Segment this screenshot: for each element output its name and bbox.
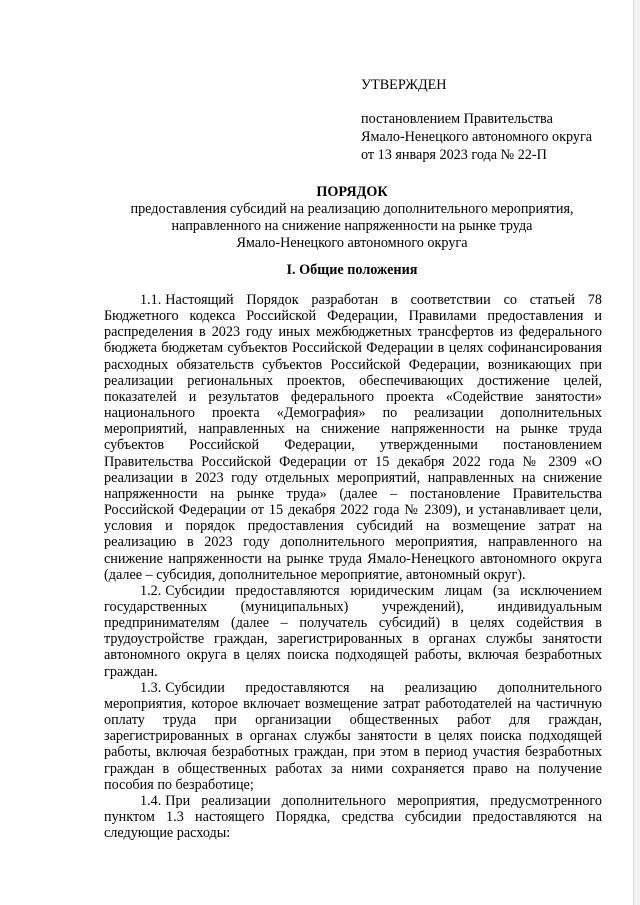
- paragraph-1-1: [104, 292, 602, 583]
- paragraph-number: 1.4.: [140, 792, 162, 809]
- document-subtitle-3: Ямало-Ненецкого автономного округа: [236, 235, 468, 251]
- paragraph-1-3: [104, 680, 602, 793]
- paragraph-number: 1.3.: [140, 679, 162, 696]
- paragraph-number: 1.2.: [140, 582, 162, 599]
- approval-block: [361, 76, 592, 164]
- approved-heading: УТВЕРЖДЕН: [361, 77, 447, 93]
- paragraph-text: Субсидии предоставляются юридическим лицам (за исключением государственных (муниципальных) учреждений), индивидуальным предпринимателям (далее – получатель субсидий) в целях содействия в трудоустройстве граждан, зарегистрированных в органах службы занятости автономного округа в целях поиска подходящей работы, включая безработных граждан.: [104, 582, 602, 680]
- document-body: [104, 292, 602, 841]
- paragraph-1-2: [104, 583, 602, 680]
- approval-line-3: от 13 января 2023 года № 22-П: [361, 147, 547, 163]
- paragraph-text: При реализации дополнительного мероприятия, предусмотренного пунктом 1.3 настоящего Порядка, средства субсидии предоставляются на следующие расходы:: [104, 792, 602, 842]
- document-title: ПОРЯДОК: [316, 184, 388, 200]
- paragraph-number: 1.1.: [140, 292, 162, 308]
- section-heading: I. Общие положения: [286, 262, 418, 278]
- document-title-block: [104, 184, 600, 252]
- document-subtitle-2: направленного на снижение напряженности на рынке труда: [171, 218, 533, 234]
- paragraph-text: Субсидии предоставляются на реализацию дополнительного мероприятия, которое включает возмещение затрат работодателей на частичную оплату труда при организации общественных работ для граждан, зарегистрированных в органах службы занятости в целях поиска подходящей работы, включая безработных граждан, при этом в период участия безработных граждан в общественных работах за ними сохраняется право на получение пособия по безработице;: [104, 679, 602, 793]
- paragraph-1-4: [104, 793, 602, 841]
- approval-line-1: постановлением Правительства: [361, 111, 553, 127]
- approval-line-2: Ямало-Ненецкого автономного округа: [361, 129, 593, 145]
- paragraph-text: Настоящий Порядок разработан в соответствии со статьей 78 Бюджетного кодекса Российской Федерации, Правилами предоставления и распределения в 2023 году иных межбюджетных трансфертов из федерального бюджета бюджетам субъектов Российской Федерации в целях софинансирования расходных обязательств субъектов Российской Федерации, возникающих при реализации региональных проектов, обеспечивающих достижение целей, показателей и результатов федерального проекта «Содействие занятости» национального проекта «Демография» по реализации дополнительных мероприятий, направленных на снижение напряженности на рынке труда субъектов Российской Федерации, утвержденными постановлением Правительства Российской Федерации от 15 декабря 2022 года № 2309 «О реализации в 2023 году отдельных мероприятий, направленных на снижение напряженности на рынке труда» (далее – постановление Правительства Российской Федерации от 15 декабря 2022 года № 2309), и устанавливает цели, условия и порядок предоставления субсидий на возмещение затрат на реализацию в 2023 году дополнительного мероприятия, направленного на снижение напряженности на рынке труда Ямало-Ненецкого автономного округа (далее – субсидия, дополнительное мероприятие, автономный округ).: [104, 292, 602, 583]
- document-subtitle-1: предоставления субсидий на реализацию дополнительного мероприятия,: [130, 201, 574, 217]
